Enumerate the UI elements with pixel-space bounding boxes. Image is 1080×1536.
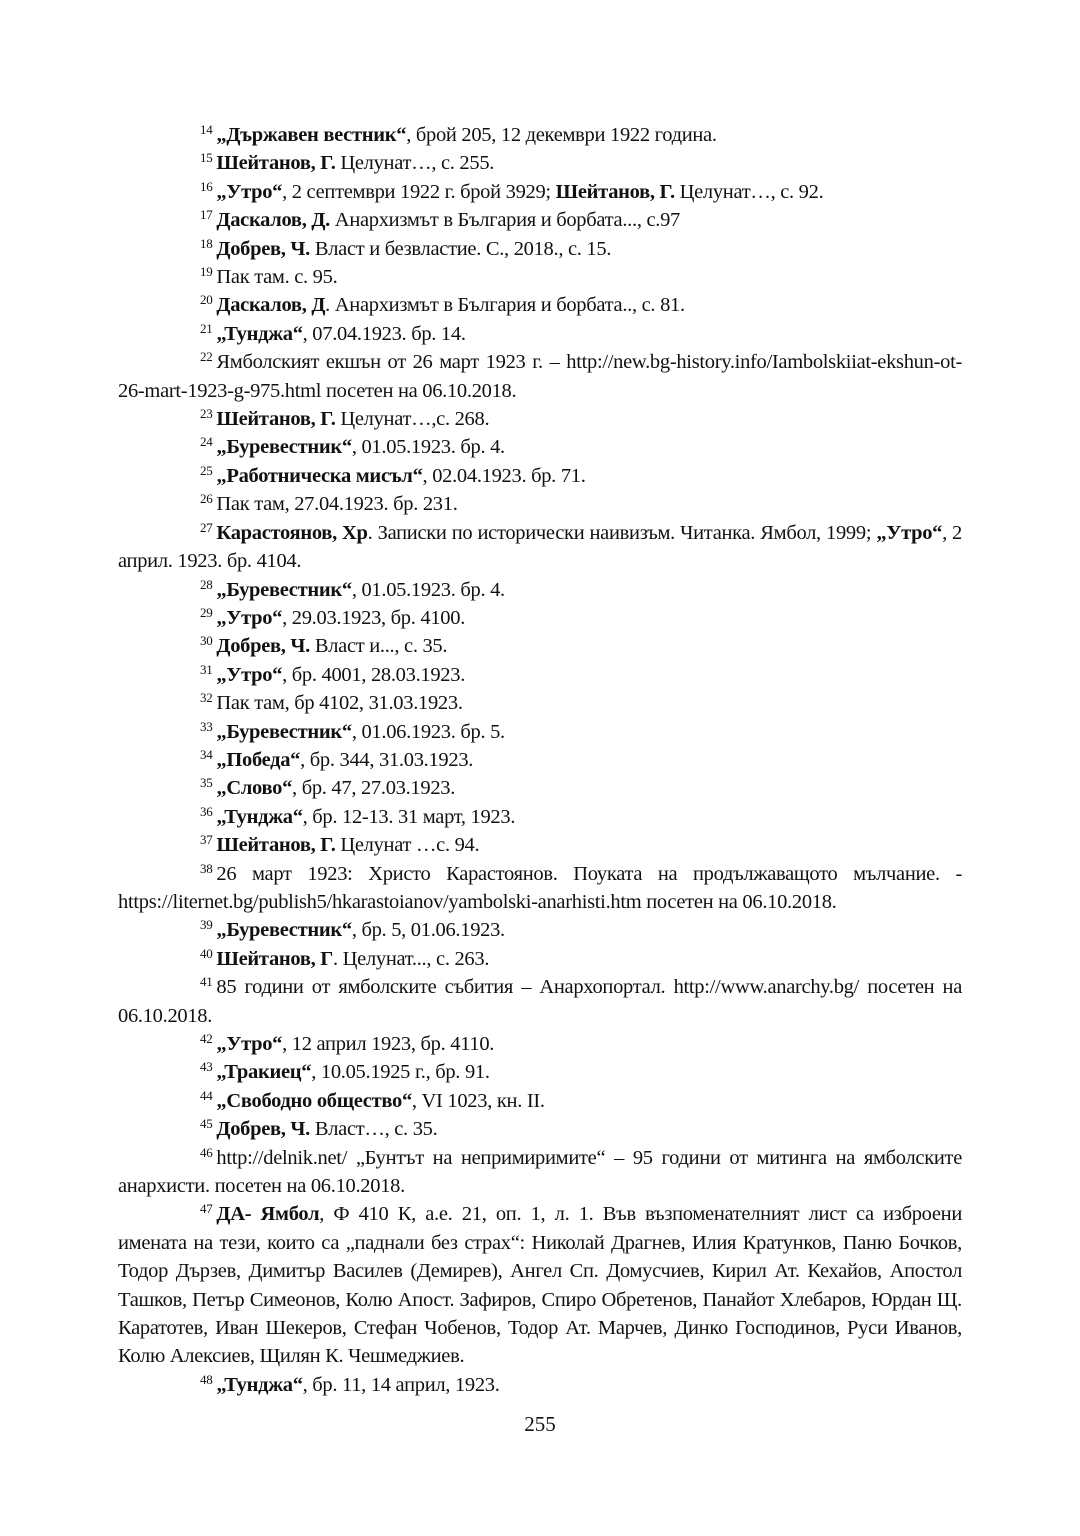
- footnote-source-name: „Буревестник“: [216, 720, 352, 743]
- page-number: 255: [524, 1412, 556, 1436]
- footnote-number: 20: [200, 292, 213, 308]
- footnote-text: , 01.06.1923. бр. 5.: [351, 720, 505, 743]
- footnote-number: 38: [200, 860, 213, 876]
- footnote-source-name: „Тунджа“: [216, 1373, 303, 1396]
- footnote-number: 14: [200, 122, 213, 137]
- footnote-text: Пак там, бр 4102, 31.03.1923.: [216, 692, 463, 715]
- footnote-text: , бр. 12-13. 31 март, 1923.: [302, 805, 516, 828]
- footnote-source-name: Шейтанов, Г.: [216, 408, 336, 431]
- footnote-text: . Записки по исторически наивизъм. Читанка. Ямбол, 1999;: [367, 521, 877, 544]
- footnote-24: [118, 433, 962, 461]
- footnote-source-name: Карастоянов, Хр: [216, 521, 368, 544]
- footnote-number: 17: [200, 207, 213, 223]
- footnote-38: [118, 860, 962, 917]
- footnote-text: Пак там. с. 95.: [216, 266, 338, 289]
- footnote-30: [118, 632, 962, 660]
- footnote-19: [118, 263, 962, 291]
- footnote-text: 26 март 1923: Христо Карастоянов. Поуката на продължаващото мълчание. - https://liternet.bg/publish5/hkarastoianov/yambolski-anarhisti.htm посетен на 06.10.2018.: [118, 862, 962, 913]
- footnote-text: Целунат…,с. 268.: [335, 408, 490, 431]
- footnote-number: 16: [200, 178, 213, 194]
- footnote-source-name: „Утро“: [216, 606, 283, 629]
- footnote-text: Анархизмът в България и борбата..., с.97: [329, 209, 680, 232]
- footnote-41: [118, 973, 962, 1030]
- footnote-number: 45: [200, 1116, 213, 1132]
- footnote-source-name: „Тунджа“: [216, 322, 303, 345]
- footnote-number: 27: [200, 519, 213, 535]
- footnote-text: , 01.05.1923. бр. 4.: [351, 578, 505, 601]
- footnote-number: 31: [200, 661, 213, 677]
- footnote-number: 44: [200, 1087, 213, 1103]
- footnote-source-name: Добрев, Ч.: [216, 635, 311, 658]
- footnote-number: 19: [200, 264, 213, 280]
- footnote-text: 85 години от ямболските събития – Анархопортал. http://www.anarchy.bg/ посетен на 06.10.2018.: [118, 976, 962, 1027]
- footnote-source-name: „Буревестник“: [216, 578, 352, 601]
- footnote-text: Ямболският екшън от 26 март 1923 г. – http://new.bg-history.info/Iambolskiiat-ekshun-ot-26-mart-1923-g-975.html посетен на 06.10.2018.: [118, 351, 962, 402]
- footnote-number: 33: [200, 718, 213, 734]
- footnote-number: 35: [200, 775, 213, 791]
- footnote-number: 42: [200, 1031, 213, 1046]
- footnote-text: , бр. 11, 14 април, 1923.: [302, 1373, 500, 1396]
- footnote-source-name: „Утро“: [876, 521, 943, 544]
- footnote-text: Целунат…, с. 255.: [335, 152, 495, 175]
- footnote-39: [118, 916, 962, 944]
- footnote-number: 15: [200, 150, 213, 166]
- footnote-40: [118, 945, 962, 973]
- footnote-source-name: „Утро“: [216, 663, 283, 686]
- footnote-number: 23: [200, 406, 213, 422]
- footnote-number: 40: [200, 945, 213, 961]
- footnote-text: , бр. 4001, 28.03.1923.: [282, 663, 466, 686]
- footnote-number: 18: [200, 235, 213, 251]
- footnote-number: 47: [200, 1201, 213, 1217]
- footnote-text: Целунат …с. 94.: [335, 834, 480, 857]
- footnote-source-name: „Утро“: [216, 180, 283, 203]
- footnote-source-name: „Свободно общество“: [216, 1089, 412, 1112]
- footnote-text: , 2 април. 1923. бр. 4104.: [118, 521, 963, 573]
- footnote-number: 39: [200, 917, 213, 933]
- footnote-text: , 12 април 1923, бр. 4110.: [282, 1033, 495, 1055]
- footnote-37: [118, 831, 962, 859]
- footnote-text: Целунат…, с. 92.: [674, 180, 824, 203]
- footnote-number: 32: [200, 690, 213, 706]
- footnote-text: , бр. 5, 01.06.1923.: [351, 919, 505, 942]
- footnote-text: , бр. 47, 27.03.1923.: [292, 777, 456, 800]
- footnote-16: [118, 178, 962, 206]
- footnote-43: [118, 1058, 962, 1086]
- footnote-text: , 2 септември 1922 г. брой 3929;: [282, 180, 556, 203]
- footnote-text: Власт и безвластие. С., 2018., с. 15.: [310, 237, 612, 260]
- footnote-text: . Целунат..., с. 263.: [333, 947, 490, 970]
- footnote-source-name: Шейтанов, Г.: [216, 834, 336, 857]
- footnote-20: [118, 291, 962, 319]
- footnote-text: , брой 205, 12 декември 1922 година.: [406, 124, 717, 146]
- footnotes-list: [118, 121, 962, 1399]
- footnote-text: Власт…, с. 35.: [310, 1118, 438, 1141]
- footnote-33: [118, 718, 962, 746]
- footnote-35: [118, 774, 962, 802]
- footnote-32: [118, 689, 962, 717]
- footnote-27: [118, 519, 962, 576]
- footnote-source-name: „Буревестник“: [216, 919, 352, 942]
- footnote-number: 34: [200, 746, 213, 762]
- footnote-text: http://delnik.net/ „Бунтът на непримиримите“ – 95 години от митинга на ямболските анархисти. посетен на 06.10.2018.: [118, 1146, 962, 1198]
- footnote-21: [118, 320, 962, 348]
- footnote-source-name: ДА- Ямбол: [216, 1203, 320, 1226]
- footnote-28: [118, 576, 962, 604]
- footnote-number: 46: [200, 1144, 213, 1160]
- footnote-number: 22: [200, 349, 213, 365]
- footnote-46: [118, 1144, 962, 1201]
- footnote-text: , бр. 344, 31.03.1923.: [300, 748, 474, 771]
- footnote-source-name: Шейтанов, Г.: [555, 180, 675, 203]
- footnote-14: [118, 121, 962, 149]
- footnote-number: 41: [200, 974, 213, 990]
- footnote-source-name: „Утро“: [216, 1033, 283, 1055]
- footnote-text: . Анархизмът в България и борбата.., с. 81.: [325, 294, 685, 317]
- footnote-47: [118, 1200, 962, 1370]
- footnote-text: , VI 1023, кн. II.: [411, 1089, 545, 1112]
- footnote-text: , 02.04.1923. бр. 71.: [422, 464, 586, 487]
- footnote-number: 26: [200, 491, 213, 507]
- footnote-text: , 01.05.1923. бр. 4.: [351, 436, 505, 459]
- footnote-source-name: „Държавен вестник“: [216, 124, 407, 146]
- footnote-42: [118, 1030, 962, 1058]
- footnote-number: 28: [200, 576, 213, 592]
- footnote-source-name: „Работническа мисъл“: [216, 464, 423, 487]
- footnote-number: 21: [200, 320, 213, 336]
- footnote-22: [118, 348, 962, 405]
- footnote-number: 25: [200, 462, 213, 478]
- footnote-48: [118, 1371, 962, 1399]
- footnote-source-name: „Слово“: [216, 777, 293, 800]
- footnote-number: 29: [200, 604, 213, 620]
- footnote-source-name: Даскалов, Д: [216, 294, 326, 317]
- footnote-text: , Ф 410 К, а.е. 21, оп. 1, л. 1. Във възпоменателният лист са изброени имената на тези, които са „паднали без страх“: Николай Драгнев, Илия Кратунков, Паню Бочков, Тодор Дързев, Димитър Василев (Демирев), Ангел Сп. Домусчиев, Кирил Ат. Кехайов, Апостол Ташков, Петър Симеонов, Колю Апост. Зафиров, Спиро Обретенов, Панайот Хлебаров, Юрдан Щ. Каратотев, Иван Шекеров, Стефан Чобенов, Тодор Ат. Марчев, Динко Господинов, Руси Иванов, Колю Алексиев, Щилян К. Чешмеджиев.: [118, 1203, 962, 1368]
- footnote-text: Власт и..., с. 35.: [310, 635, 448, 658]
- footnote-23: [118, 405, 962, 433]
- footnote-45: [118, 1115, 962, 1143]
- footnote-36: [118, 803, 962, 831]
- footnote-number: 43: [200, 1059, 213, 1075]
- footnote-text: , 07.04.1923. бр. 14.: [302, 322, 466, 345]
- footnote-source-name: Добрев, Ч.: [216, 237, 311, 260]
- footnote-31: [118, 661, 962, 689]
- footnote-number: 30: [200, 633, 213, 649]
- footnote-source-name: Даскалов, Д.: [216, 209, 330, 232]
- footnote-source-name: Шейтанов, Г: [216, 947, 334, 970]
- footnote-18: [118, 235, 962, 263]
- footnote-number: 48: [200, 1371, 213, 1387]
- footnote-text: Пак там, 27.04.1923. бр. 231.: [216, 493, 458, 516]
- footnote-text: , 10.05.1925 г., бр. 91.: [311, 1061, 490, 1084]
- footnote-25: [118, 462, 962, 490]
- footnote-34: [118, 746, 962, 774]
- footnote-text: , 29.03.1923, бр. 4100.: [282, 606, 466, 629]
- footnote-source-name: „Победа“: [216, 748, 301, 771]
- footnote-29: [118, 604, 962, 632]
- footnote-number: 37: [200, 832, 213, 848]
- footnote-15: [118, 149, 962, 177]
- footnote-source-name: Добрев, Ч.: [216, 1118, 311, 1141]
- footnote-number: 36: [200, 803, 213, 819]
- footnote-source-name: „Тунджа“: [216, 805, 303, 828]
- footnote-source-name: Шейтанов, Г.: [216, 152, 336, 175]
- footnote-17: [118, 206, 962, 234]
- footnote-26: [118, 490, 962, 518]
- footnote-source-name: „Буревестник“: [216, 436, 352, 459]
- footnote-44: [118, 1087, 962, 1115]
- footnote-source-name: „Тракиец“: [216, 1061, 312, 1084]
- footnote-number: 24: [200, 434, 213, 450]
